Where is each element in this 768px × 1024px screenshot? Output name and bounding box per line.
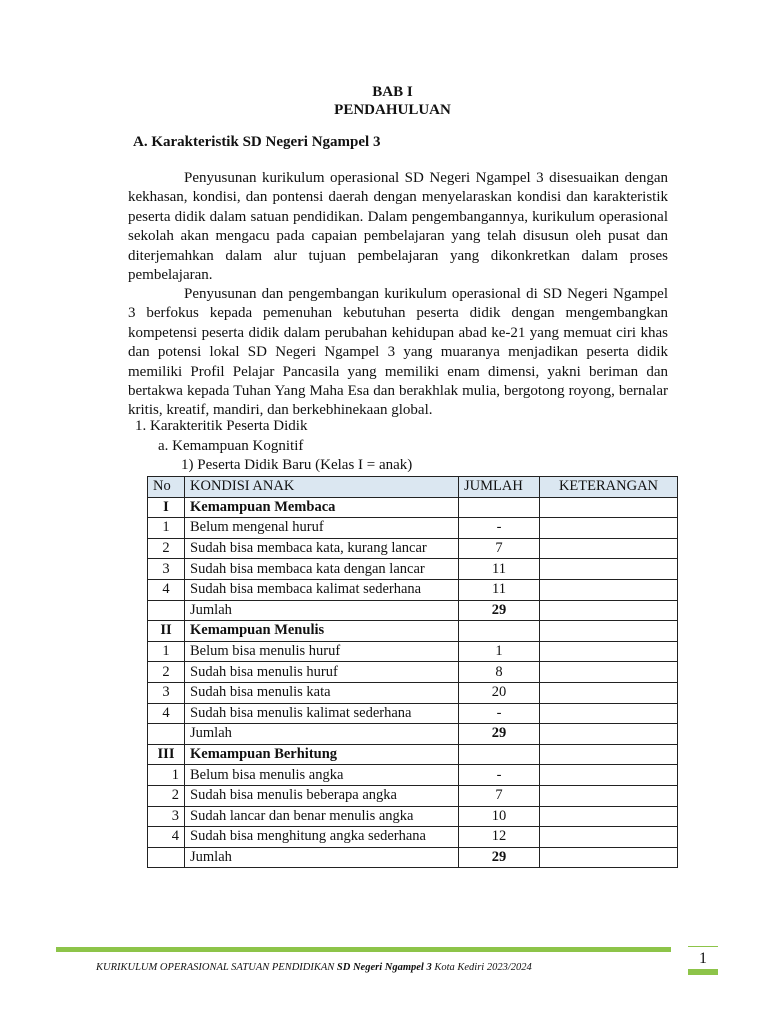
cell-jumlah: 11: [459, 559, 540, 580]
cell-jumlah: 11: [459, 579, 540, 600]
page-number-bottom-bar: [688, 969, 718, 975]
cell-no: 2: [148, 538, 185, 559]
cell-keterangan: [540, 497, 678, 518]
table-row: [148, 641, 678, 662]
cell-kondisi: Sudah bisa menulis kalimat sederhana: [185, 703, 459, 724]
table-row: [148, 559, 678, 580]
list-item-a1: 1) Peserta Didik Baru (Kelas I = anak): [181, 457, 413, 473]
cell-no: 1: [148, 518, 185, 539]
cell-keterangan: [540, 600, 678, 621]
cell-kondisi: Sudah bisa menghitung angka sederhana: [185, 827, 459, 848]
cell-no: 3: [148, 559, 185, 580]
cell-kondisi: Kemampuan Menulis: [185, 621, 459, 642]
cell-keterangan: [540, 559, 678, 580]
table-total-row: [148, 600, 678, 621]
cell-kondisi: Jumlah: [185, 600, 459, 621]
cell-kondisi: Kemampuan Berhitung: [185, 744, 459, 765]
table-row: [148, 806, 678, 827]
section-heading: A. Karakteristik SD Negeri Ngampel 3: [133, 134, 381, 150]
table-section-row: [148, 744, 678, 765]
cell-no: 1: [148, 765, 185, 786]
cell-no: 3: [148, 682, 185, 703]
footer-bar: [56, 947, 671, 952]
cell-keterangan: [540, 662, 678, 683]
cell-no: [148, 724, 185, 745]
table-body: [148, 497, 678, 868]
cell-jumlah: -: [459, 703, 540, 724]
cell-kondisi: Sudah bisa membaca kalimat sederhana: [185, 579, 459, 600]
cell-no: [148, 600, 185, 621]
cell-jumlah: 12: [459, 827, 540, 848]
cell-jumlah: 7: [459, 785, 540, 806]
list-item-a: a. Kemampuan Kognitif: [158, 438, 304, 454]
table-total-row: [148, 724, 678, 745]
cell-keterangan: [540, 621, 678, 642]
footer-suffix: Kota Kediri 2023/2024: [431, 962, 532, 973]
cell-jumlah: 7: [459, 538, 540, 559]
cell-no: 4: [148, 579, 185, 600]
table-section-row: [148, 497, 678, 518]
cell-no: 3: [148, 806, 185, 827]
cell-jumlah: 29: [459, 847, 540, 868]
cell-keterangan: [540, 765, 678, 786]
cell-jumlah: 8: [459, 662, 540, 683]
page-number: 1: [699, 950, 707, 967]
cell-keterangan: [540, 847, 678, 868]
cell-keterangan: [540, 785, 678, 806]
cell-no: I: [148, 497, 185, 518]
cell-no: [148, 847, 185, 868]
cell-kondisi: Sudah bisa membaca kata, kurang lancar: [185, 538, 459, 559]
cell-jumlah: -: [459, 518, 540, 539]
table-row: [148, 703, 678, 724]
cell-keterangan: [540, 579, 678, 600]
cell-kondisi: Sudah bisa menulis huruf: [185, 662, 459, 683]
header-no: No: [148, 477, 185, 498]
cell-kondisi: Sudah bisa membaca kata dengan lancar: [185, 559, 459, 580]
cell-keterangan: [540, 744, 678, 765]
footer-prefix: KURIKULUM OPERASIONAL SATUAN PENDIDIKAN: [96, 962, 337, 973]
header-keterangan: KETERANGAN: [540, 477, 678, 498]
footer-text: [96, 962, 532, 973]
cell-kondisi: Sudah lancar dan benar menulis angka: [185, 806, 459, 827]
cell-kondisi: Belum mengenal huruf: [185, 518, 459, 539]
cell-kondisi: Sudah bisa menulis beberapa angka: [185, 785, 459, 806]
cell-no: 1: [148, 641, 185, 662]
list-item-1: 1. Karakteritik Peserta Didik: [135, 418, 308, 434]
header-kondisi: KONDISI ANAK: [185, 477, 459, 498]
cell-kondisi: Jumlah: [185, 724, 459, 745]
kondisi-table: [147, 476, 678, 868]
cell-keterangan: [540, 538, 678, 559]
cell-jumlah: 1: [459, 641, 540, 662]
cell-keterangan: [540, 518, 678, 539]
cell-jumlah: 29: [459, 600, 540, 621]
table-row: [148, 682, 678, 703]
paragraph-1: Penyusunan kurikulum operasional SD Negeri Ngampel 3 disesuaikan dengan kekhasan, kondisi, dan pontensi daerah dengan menyelaraskan kondisi dan karakteristik peserta didik dalam satuan pendidikan. Dalam pengembangannya, kurikulum operasional sekolah akan mengacu pada capaian pembelajaran yang telah disusun oleh pusat dan diterjemahkan dalam alur tujuan pembelajaran yang dikonkretkan dalam proses pembelajaran.: [128, 170, 668, 284]
cell-jumlah: [459, 497, 540, 518]
cell-keterangan: [540, 806, 678, 827]
paragraph-2: Penyusunan dan pengembangan kurikulum operasional di SD Negeri Ngampel 3 berfokus kepada pemenuhan kebutuhan peserta didik dengan mengembangkan kompetensi peserta didik dalam perubahan kehidupan abad ke-21 yang memuat ciri khas dan potensi lokal SD Negeri Ngampel 3 yang muaranya menjadikan peserta didik memiliki Profil Pelajar Pancasila yang memiliki enam dimensi, yakni beriman dan bertakwa kepada Tuhan Yang Maha Esa dan berakhlak mulia, bergotong royong, bernalar kritis, kreatif, mandiri, dan berkebhinekaan global.: [128, 286, 668, 419]
cell-no: II: [148, 621, 185, 642]
cell-kondisi: Belum bisa menulis angka: [185, 765, 459, 786]
table-row: [148, 518, 678, 539]
cell-keterangan: [540, 682, 678, 703]
cell-keterangan: [540, 827, 678, 848]
cell-kondisi: Jumlah: [185, 847, 459, 868]
cell-keterangan: [540, 703, 678, 724]
table-row: [148, 765, 678, 786]
cell-no: 2: [148, 785, 185, 806]
cell-no: III: [148, 744, 185, 765]
cell-kondisi: Belum bisa menulis huruf: [185, 641, 459, 662]
table-row: [148, 579, 678, 600]
cell-jumlah: [459, 621, 540, 642]
cell-no: 4: [148, 827, 185, 848]
table-section-row: [148, 621, 678, 642]
cell-kondisi: Kemampuan Membaca: [185, 497, 459, 518]
cell-jumlah: 10: [459, 806, 540, 827]
cell-jumlah: 20: [459, 682, 540, 703]
footer-school: SD Negeri Ngampel 3: [336, 962, 432, 973]
table-row: [148, 827, 678, 848]
cell-jumlah: 29: [459, 724, 540, 745]
chapter-title: PENDAHULUAN: [334, 102, 451, 118]
cell-no: 4: [148, 703, 185, 724]
table-row: [148, 785, 678, 806]
cell-jumlah: -: [459, 765, 540, 786]
table-total-row: [148, 847, 678, 868]
cell-keterangan: [540, 641, 678, 662]
cell-kondisi: Sudah bisa menulis kata: [185, 682, 459, 703]
page-number-top-line: [688, 946, 718, 947]
table-row: [148, 662, 678, 683]
table-row: [148, 538, 678, 559]
header-jumlah: JUMLAH: [459, 477, 540, 498]
cell-no: 2: [148, 662, 185, 683]
table-header-row: [148, 477, 678, 498]
cell-jumlah: [459, 744, 540, 765]
cell-keterangan: [540, 724, 678, 745]
chapter-number: BAB I: [372, 84, 413, 100]
